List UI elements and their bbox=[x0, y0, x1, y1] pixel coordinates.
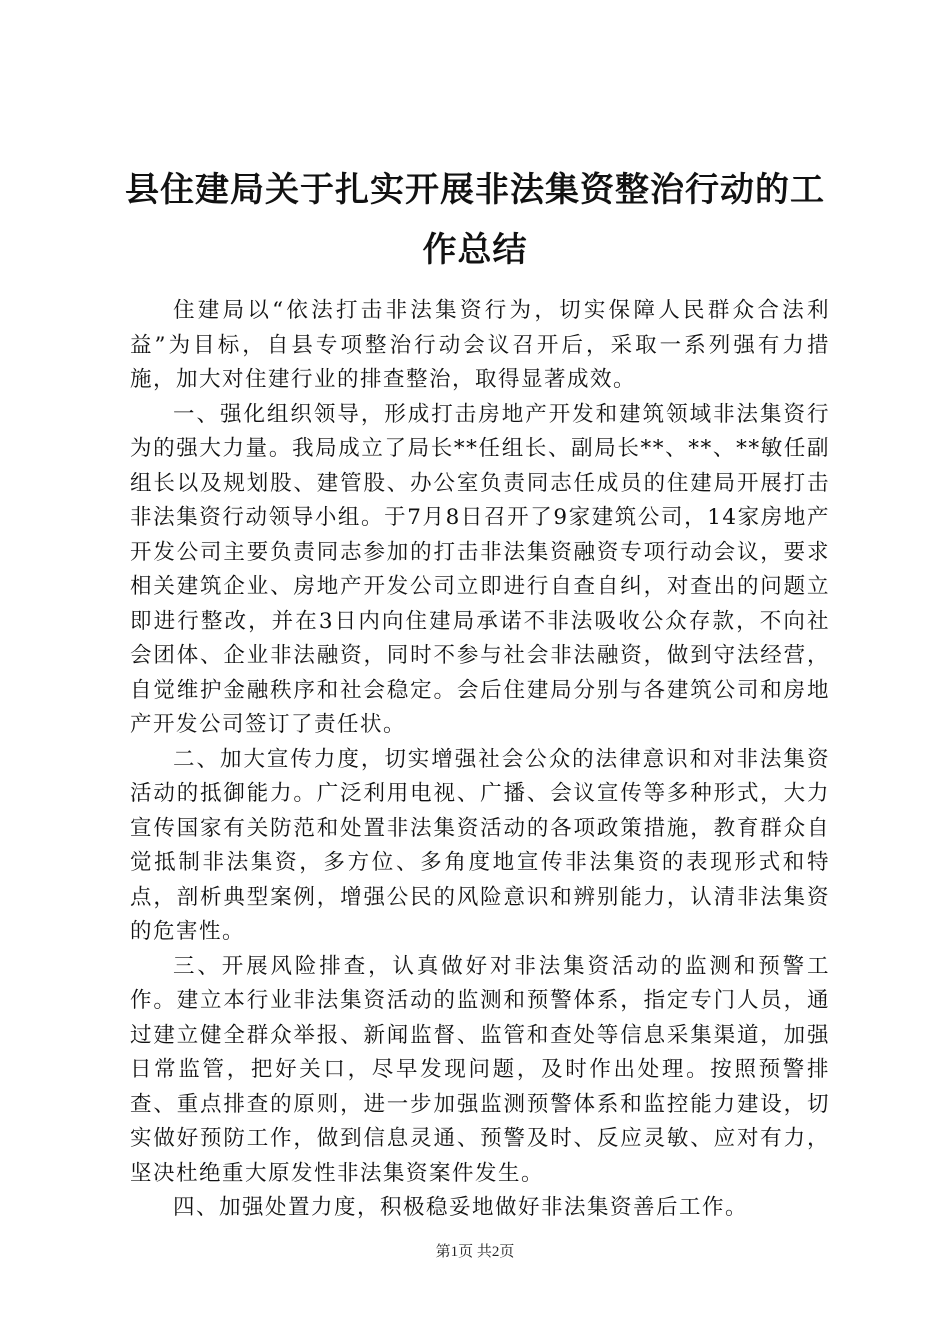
page-number-footer: 第1页 共2页 bbox=[435, 1244, 515, 1260]
paragraph-section-2: 二、加大宣传力度，切实增强社会公众的法律意识和对非法集资活动的抵御能力。广泛利用电视、广播、会议宣传等多种形式，大力宣传国家有关防范和处置非法集资活动的各项政策措施，教育群众自觉抵制非法集资，多方位、多角度地宣传非法集资的表现形式和特点，剖析典型案例，增强公民的风险意识和辨别能力，认清非法集资的危害性。 bbox=[130, 746, 830, 944]
paragraph-intro: 住建局以“依法打击非法集资行为，切实保障人民群众合法利益”为目标，自县专项整治行动会议召开后，采取一系列强有力措施，加大对住建行业的排查整治，取得显著成效。 bbox=[130, 298, 830, 392]
document-title: 县住建局关于扎实开展非法集资整治行动的工作总结 bbox=[125, 170, 825, 270]
paragraph-section-3: 三、开展风险排查，认真做好对非法集资活动的监测和预警工作。建立本行业非法集资活动的监测和预警体系，指定专门人员，通过建立健全群众举报、新闻监督、监管和查处等信息采集渠道，加强日常监管，把好关口，尽早发现问题，及时作出处理。按照预警排查、重点排查的原则，进一步加强监测预警体系和监控能力建设，切实做好预防工作，做到信息灵通、预警及时、反应灵敏、应对有力，坚决杜绝重大原发性非法集资案件发生。 bbox=[130, 953, 830, 1186]
paragraph-section-4: 四、加强处置力度，积极稳妥地做好非法集资善后工作。 bbox=[173, 1195, 749, 1220]
document-body bbox=[130, 294, 830, 1226]
paragraph-section-1: 一、强化组织领导，形成打击房地产开发和建筑领域非法集资行为的强大力量。我局成立了局长**任组长、副局长**、**、**敏任副组长以及规划股、建管股、办公室负责同志任成员的住建局开展打击非法集资行动领导小组。于7月8日召开了9家建筑公司，14家房地产开发公司主要负责同志参加的打击非法集资融资专项行动会议，要求相关建筑企业、房地产开发公司立即进行自查自纠，对查出的问题立即进行整改，并在3日内向住建局承诺不非法吸收公众存款，不向社会团体、企业非法融资，同时不参与社会非法融资，做到守法经营，自觉维护金融秩序和社会稳定。会后住建局分别与各建筑公司和房地产开发公司签订了责任状。 bbox=[130, 401, 830, 737]
